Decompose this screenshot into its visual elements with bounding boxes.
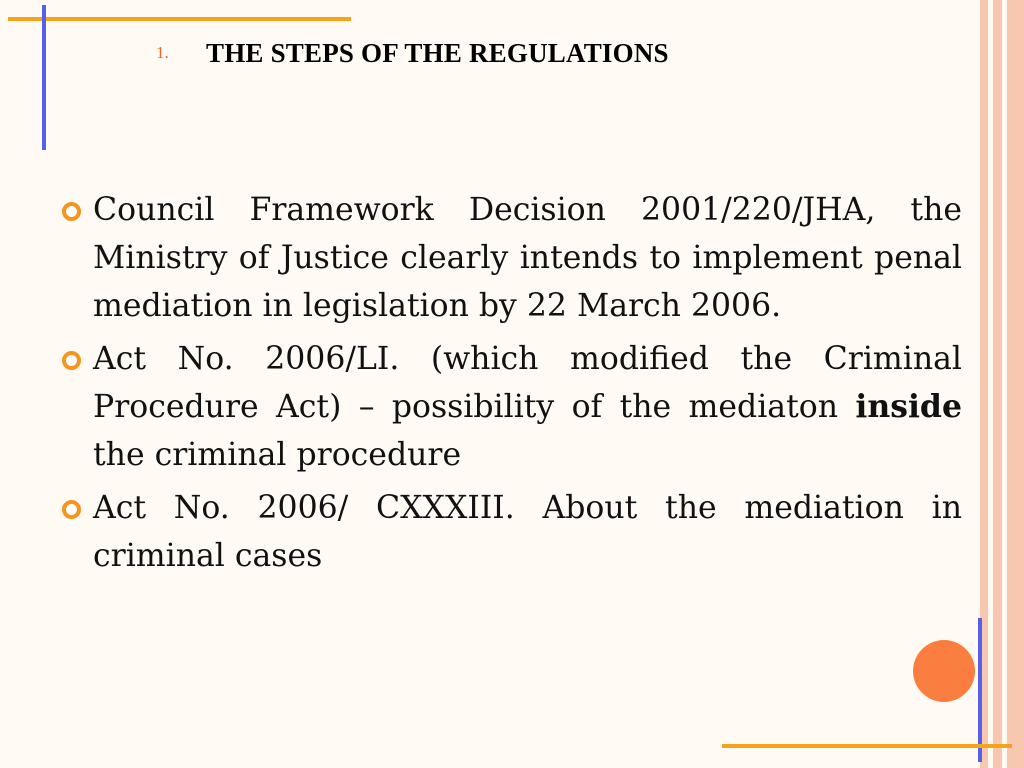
bullet-item — [62, 186, 962, 330]
bullet-circle-icon — [62, 202, 81, 221]
accent-line-top — [8, 17, 351, 21]
bullet-item — [62, 335, 962, 479]
accent-line-left — [42, 5, 46, 150]
title-number: 1. — [156, 43, 169, 62]
bullet-text: Act No. 2006/ CXXXIII. About the mediation in criminal cases — [93, 490, 962, 574]
bullet-text: Council Framework Decision 2001/220/JHA, the Ministry of Justice clearly intends to implement penal mediation in legislation by 22 March 2006. — [93, 192, 962, 324]
accent-line-bottom — [722, 744, 1012, 748]
decorative-stripe — [993, 0, 1002, 768]
bullet-text: the criminal procedure — [93, 437, 462, 473]
slide-title — [150, 33, 910, 73]
bullet-item — [62, 484, 962, 580]
bullet-emphasis: inside — [855, 388, 962, 425]
bullet-circle-icon — [62, 351, 81, 370]
accent-line-right — [978, 618, 982, 762]
bullet-circle-icon — [62, 500, 81, 519]
title-text: THE STEPS OF THE REGULATIONS — [206, 37, 669, 68]
decorative-stripe — [1007, 0, 1024, 768]
bullet-text: Act No. 2006/LI. (which modified the Criminal Procedure Act) – possibility of the mediaton — [93, 341, 962, 425]
accent-circle — [913, 640, 975, 702]
bullet-list — [62, 186, 962, 585]
